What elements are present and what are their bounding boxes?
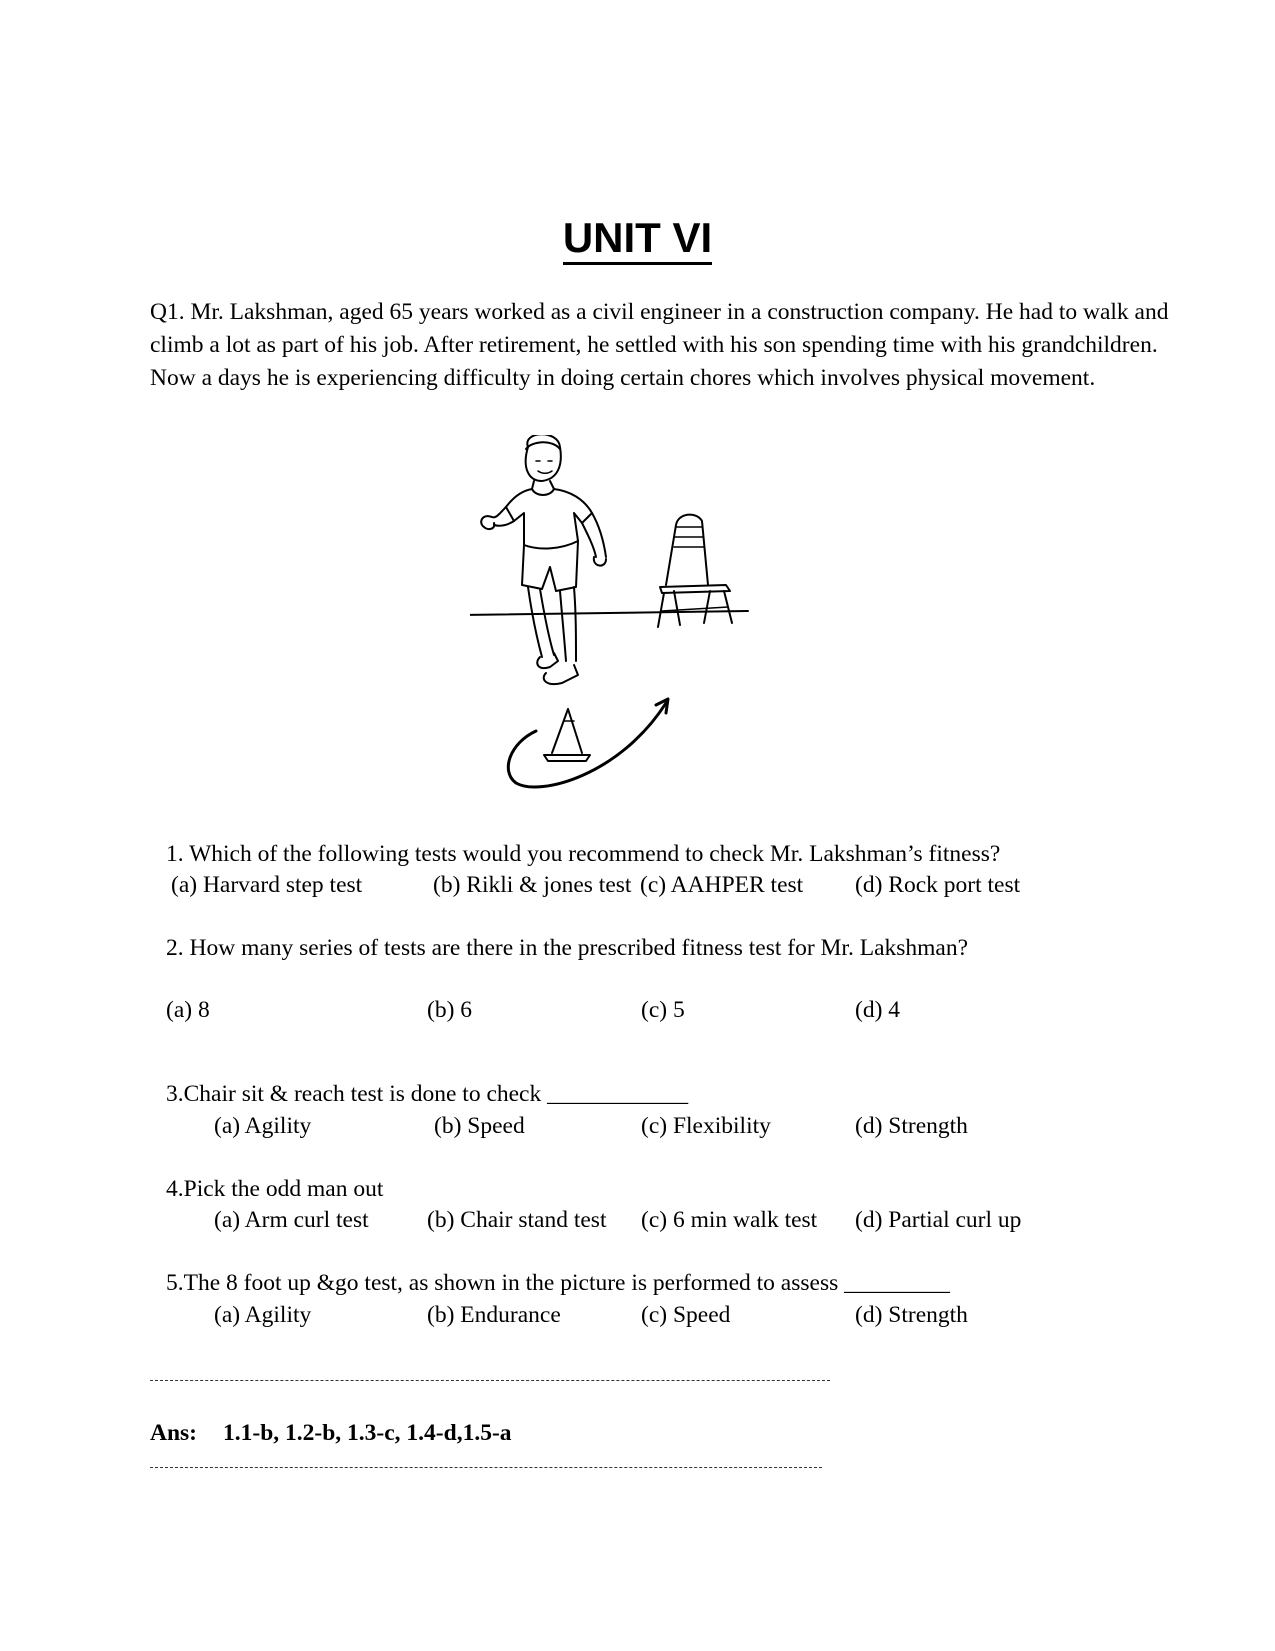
- question-2: 2. How many series of tests are there in the prescribed fitness test for Mr. Lakshman?: [166, 935, 969, 961]
- elderly-man-walking-icon: [481, 435, 606, 684]
- answer-key: [150, 1417, 512, 1450]
- divider-top: [150, 1380, 830, 1381]
- q5-option-d: (d) Strength: [855, 1302, 968, 1328]
- q4-option-d: (d) Partial curl up: [855, 1207, 1022, 1233]
- q1-option-a: (a) Harvard step test: [171, 872, 363, 898]
- q1-option-c: (c) AAHPER test: [640, 872, 804, 898]
- divider-bottom: [150, 1467, 822, 1468]
- q3-option-b: (b) Speed: [434, 1113, 525, 1139]
- question-5: 5.The 8 foot up &go test, as shown in the picture is performed to assess _________: [166, 1270, 950, 1296]
- q2-option-c: (c) 5: [641, 997, 685, 1023]
- page-title: UNIT VI: [0, 213, 1275, 263]
- question-1: 1. Which of the following tests would you recommend to check Mr. Lakshman’s fitness?: [166, 841, 1001, 867]
- q1-option-b: (b) Rikli & jones test: [433, 872, 632, 898]
- folding-chair-icon: [658, 515, 732, 627]
- traffic-cone-icon: [544, 709, 590, 761]
- answer-values: 1.1-b, 1.2-b, 1.3-c, 1.4-d,1.5-a: [223, 1420, 512, 1446]
- question-3: 3.Chair sit & reach test is done to check ____________: [166, 1081, 689, 1107]
- q3-option-d: (d) Strength: [855, 1113, 968, 1139]
- fitness-test-illustration: [470, 435, 800, 830]
- q5-option-c: (c) Speed: [641, 1302, 731, 1328]
- question-4: 4.Pick the odd man out: [166, 1176, 384, 1202]
- q4-option-b: (b) Chair stand test: [427, 1207, 607, 1233]
- q4-option-c: (c) 6 min walk test: [641, 1207, 818, 1233]
- q2-option-b: (b) 6: [427, 997, 473, 1023]
- q2-option-a: (a) 8: [166, 997, 210, 1023]
- q3-option-a: (a) Agility: [214, 1113, 312, 1139]
- q4-option-a: (a) Arm curl test: [214, 1207, 369, 1233]
- intro-paragraph: Q1. Mr. Lakshman, aged 65 years worked as a civil engineer in a construction company. He had to walk and climb a lot as part of his job. After retirement, he settled with his son spending time with his grandchildren. Now a days he is experiencing difficulty in doing certain chores which involves physical movement.: [150, 299, 1169, 391]
- q5-option-a: (a) Agility: [214, 1302, 312, 1328]
- answer-label: Ans:: [150, 1420, 198, 1446]
- q5-option-b: (b) Endurance: [427, 1302, 561, 1328]
- q2-option-d: (d) 4: [855, 997, 901, 1023]
- q1-option-d: (d) Rock port test: [855, 872, 1021, 898]
- curved-arrow-icon: [508, 699, 668, 787]
- q3-option-c: (c) Flexibility: [641, 1113, 771, 1139]
